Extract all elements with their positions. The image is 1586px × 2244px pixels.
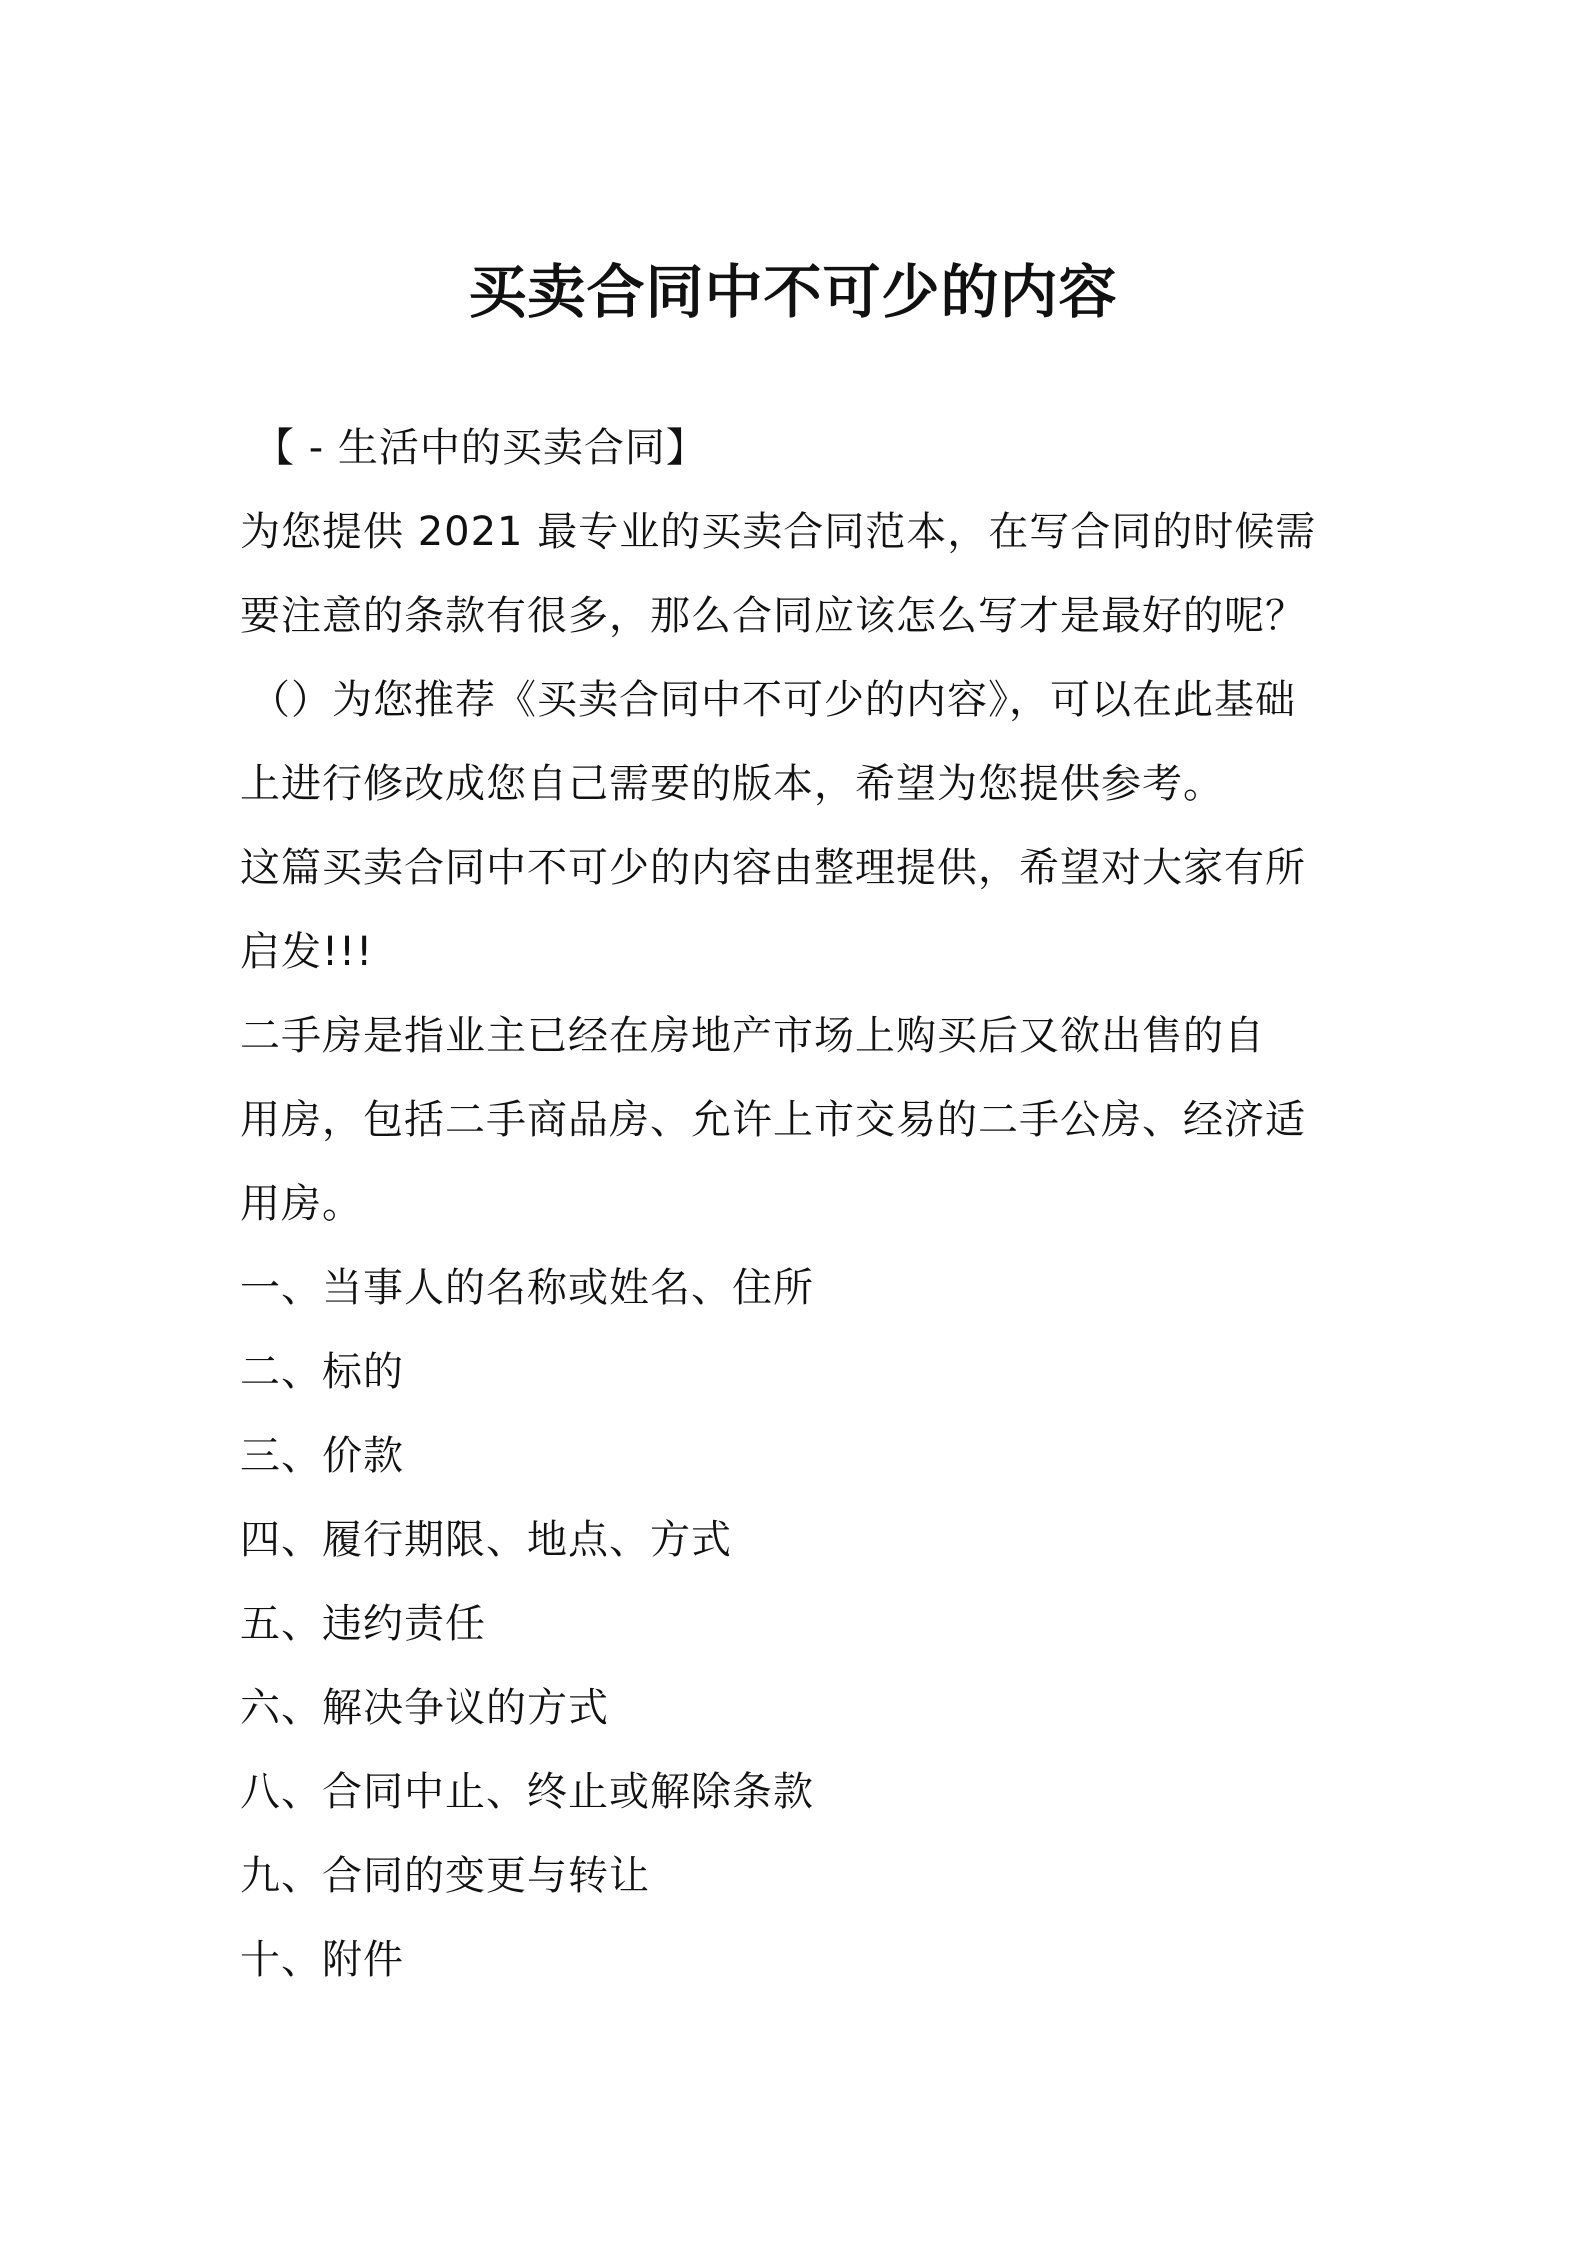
document-title: 买卖合同中不可少的内容	[468, 258, 1118, 326]
paragraph-line: 二手房是指业主已经在房地产市场上购买后又欲出售的自	[240, 1013, 1265, 1059]
paragraph-line: （）为您推荐《买卖合同中不可少的内容》，可以在此基础	[250, 677, 1296, 723]
list-item: 一、当事人的名称或姓名、住所	[240, 1265, 814, 1311]
paragraph-line: 上进行修改成您自己需要的版本，希望为您提供参考。	[240, 761, 1224, 807]
paragraph-line: 要注意的条款有很多，那么合同应该怎么写才是最好的呢？	[240, 593, 1306, 639]
list-item: 五、违约责任	[240, 1601, 486, 1647]
paragraph-line: 用房。	[240, 1181, 363, 1227]
document-subtitle: 【 - 生活中的买卖合同】	[254, 425, 707, 471]
list-item: 六、解决争议的方式	[240, 1685, 609, 1731]
paragraph-line: 为您提供 2021 最专业的买卖合同范本，在写合同的时候需	[240, 509, 1317, 555]
document-body	[240, 406, 1360, 2002]
list-item: 三、价款	[240, 1433, 404, 1479]
list-item: 九、合同的变更与转让	[240, 1853, 650, 1899]
paragraph-line: 这篇买卖合同中不可少的内容由整理提供，希望对大家有所	[240, 845, 1306, 891]
list-item: 四、履行期限、地点、方式	[240, 1517, 732, 1563]
paragraph-line: 启发!!!	[240, 929, 374, 975]
list-item: 八、合同中止、终止或解除条款	[240, 1769, 814, 1815]
list-item: 二、标的	[240, 1349, 404, 1395]
paragraph-line: 用房，包括二手商品房、允许上市交易的二手公房、经济适	[240, 1097, 1306, 1143]
list-item: 十、附件	[240, 1937, 404, 1983]
